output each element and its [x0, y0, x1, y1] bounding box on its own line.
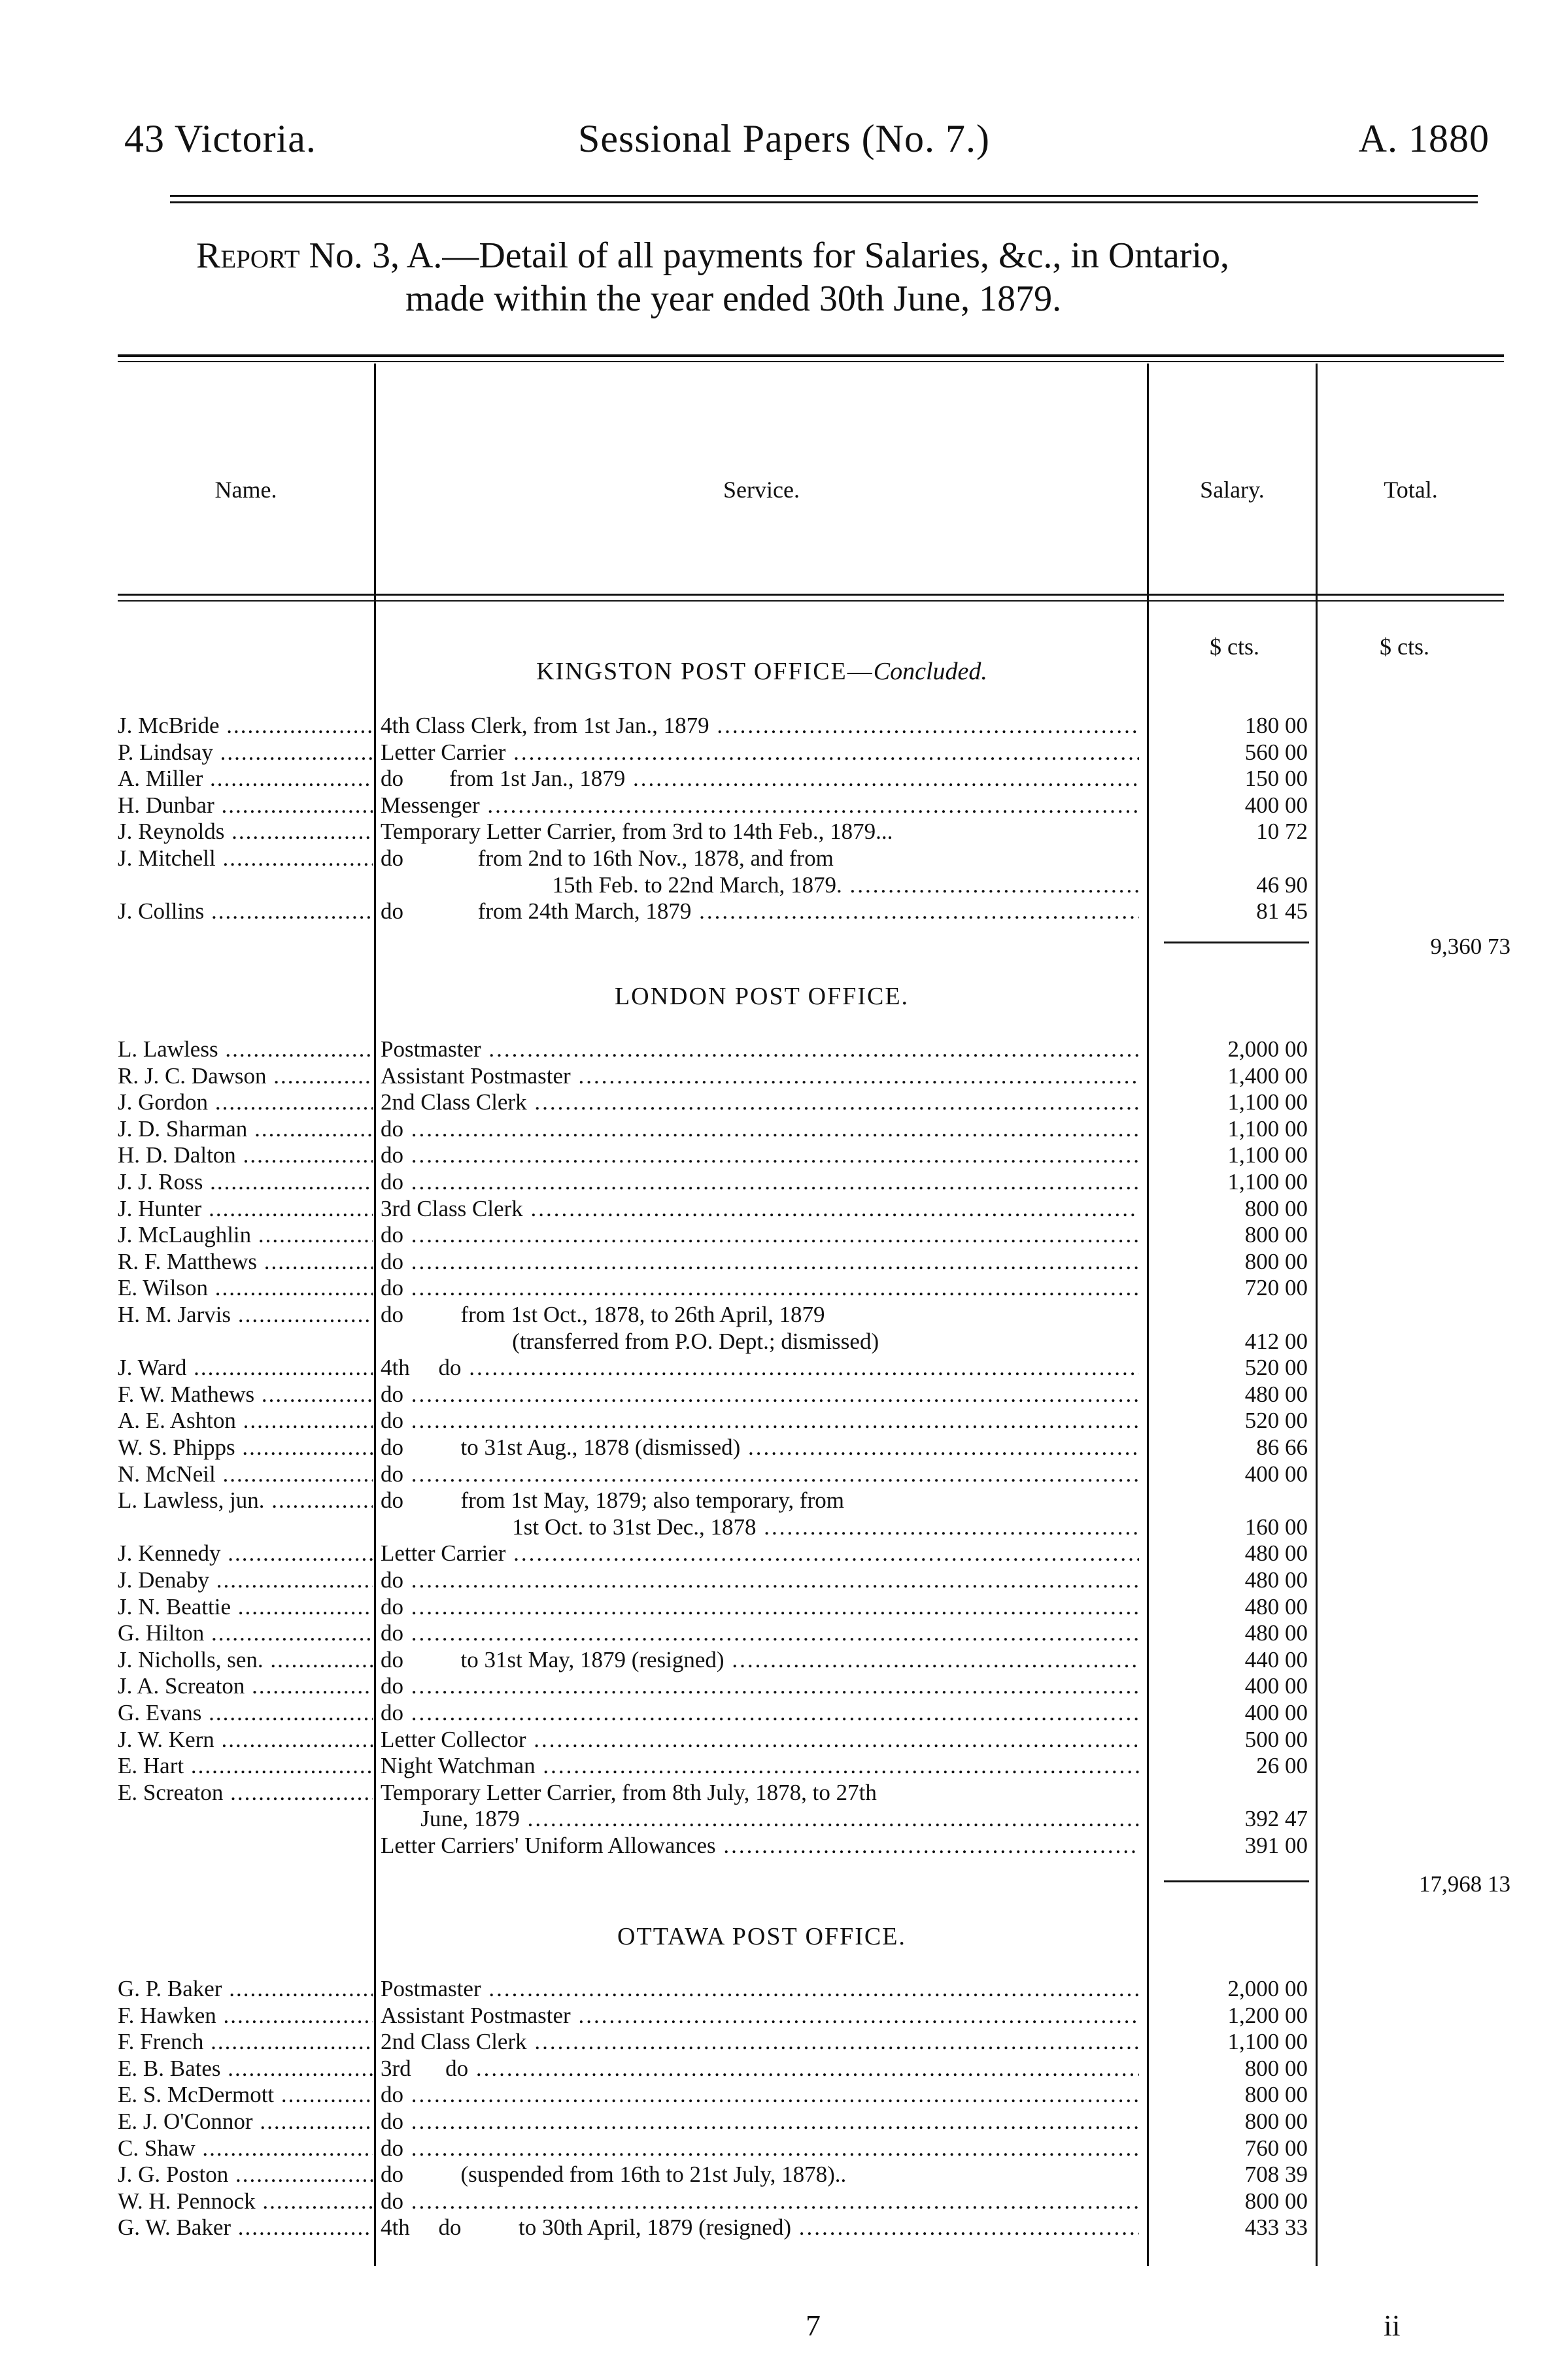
kingston-subtotal-rule [1164, 942, 1309, 943]
payee-name: G. Hilton ..... [118, 1620, 373, 1646]
payee-name: R. J. C. Dawson ..... [118, 1063, 373, 1089]
payee-name: J. J. Ross ..... [118, 1169, 373, 1195]
header-series: Sessional Papers (No. 7.) [578, 117, 990, 160]
payee-name: G. Evans ..... [118, 1700, 373, 1726]
payee-name: F. French ..... [118, 2029, 373, 2055]
section-title-kingston-text: KINGSTON POST OFFICE— [536, 658, 874, 685]
payee-name: P. Lindsay ..... [118, 739, 373, 766]
column-header-total: Total. [1384, 477, 1438, 503]
header-volume: 43 Victoria. [124, 117, 316, 160]
payee-name: J. Gordon ..... [118, 1089, 373, 1115]
section-title-kingston [375, 657, 1148, 686]
service-description: do ..... [381, 1594, 1139, 1620]
salary-amount: 10 72 [1256, 819, 1308, 845]
salary-amount: 180 00 [1244, 713, 1308, 738]
page-number: 7 [806, 2309, 821, 2342]
payee-name: J. Nicholls, sen. ..... [118, 1647, 373, 1673]
payee-name: C. Shaw ..... [118, 2135, 373, 2162]
salary-amount: 400 00 [1244, 792, 1308, 818]
service-description: 15th Feb. to 22nd March, 1879. ..... [381, 872, 1139, 898]
salary-amount: 560 00 [1244, 739, 1308, 765]
salary-amount: 800 00 [1244, 1195, 1308, 1221]
header-rule-2 [170, 201, 1478, 203]
service-description: June, 1879 ..... [381, 1806, 1139, 1832]
service-description: do ..... [381, 2109, 1139, 2135]
service-description: Letter Carrier ..... [381, 739, 1139, 766]
payee-name: E. J. O'Connor ..... [118, 2109, 373, 2135]
salary-amount: 1,100 00 [1227, 1115, 1308, 1142]
payee-name: W. S. Phipps ..... [118, 1434, 373, 1461]
service-description: do from 1st Jan., 1879 ..... [381, 766, 1139, 792]
service-description: do from 1st May, 1879; also temporary, from [381, 1487, 844, 1514]
payee-name: J. Denaby ..... [118, 1567, 373, 1593]
total-unit-label: $ cts. [1380, 634, 1429, 660]
salary-amount: 760 00 [1244, 2135, 1308, 2161]
salary-amount: 800 00 [1244, 1222, 1308, 1248]
salary-amount: 520 00 [1244, 1408, 1308, 1434]
service-description: do ..... [381, 2135, 1139, 2162]
payee-name: H. M. Jarvis ..... [118, 1302, 373, 1328]
payee-name: J. Hunter ..... [118, 1196, 373, 1222]
service-description: Postmaster ..... [381, 1976, 1139, 2002]
title-line-1: No. 3, A.—Detail of all payments for Salaries, &c., in Ontario, [309, 235, 1229, 276]
salary-amount: 1,200 00 [1227, 2002, 1308, 2028]
salary-amount: 708 39 [1244, 2162, 1308, 2188]
london-total-value: 17,968 13 [1419, 1871, 1510, 1897]
salary-amount: 800 00 [1244, 2082, 1308, 2108]
service-description: do ..... [381, 1116, 1139, 1142]
service-description: do ..... [381, 2188, 1139, 2215]
salary-amount: 480 00 [1244, 1567, 1308, 1593]
salary-amount: 392 47 [1244, 1806, 1308, 1832]
salary-amount: 800 00 [1244, 2055, 1308, 2081]
report-label: Report [196, 235, 300, 276]
service-description: Postmaster ..... [381, 1036, 1139, 1062]
column-header-rule-2 [118, 600, 1504, 602]
service-description: do ..... [381, 1620, 1139, 1646]
title-rule-1 [118, 354, 1504, 357]
salary-amount: 480 00 [1244, 1593, 1308, 1620]
service-description: do ..... [381, 1222, 1139, 1248]
payee-name: J. Kennedy ..... [118, 1540, 373, 1567]
salary-amount: 1,400 00 [1227, 1062, 1308, 1089]
payee-name: E. B. Bates ..... [118, 2056, 373, 2082]
service-description: do ..... [381, 1249, 1139, 1275]
london-subtotal-rule [1164, 1880, 1309, 1882]
column-header-name: Name. [214, 477, 277, 503]
payee-name: J. Ward ..... [118, 1355, 373, 1381]
header-year: A. 1880 [1358, 117, 1490, 160]
payee-name: J. G. Poston ..... [118, 2162, 373, 2188]
salary-amount: 433 33 [1244, 2215, 1308, 2241]
payee-name: N. McNeil ..... [118, 1461, 373, 1487]
salary-unit-label: $ cts. [1210, 634, 1259, 660]
salary-amount: 800 00 [1244, 1248, 1308, 1274]
payee-name: F. W. Mathews ..... [118, 1382, 373, 1408]
service-description: (transferred from P.O. Dept.; dismissed) [381, 1328, 879, 1354]
salary-amount: 400 00 [1244, 1673, 1308, 1699]
service-description: Assistant Postmaster ..... [381, 2003, 1139, 2029]
salary-amount: 480 00 [1244, 1620, 1308, 1646]
section-title-ottawa: OTTAWA POST OFFICE. [617, 1923, 906, 1950]
service-description: 1st Oct. to 31st Dec., 1878 ..... [381, 1514, 1139, 1540]
section-title-kingston-suffix: Concluded. [873, 658, 987, 685]
salary-amount: 1,100 00 [1227, 1142, 1308, 1168]
salary-amount: 440 00 [1244, 1646, 1308, 1672]
payee-name: R. F. Matthews ..... [118, 1249, 373, 1275]
service-description: 4th Class Clerk, from 1st Jan., 1879 ..... [381, 713, 1139, 739]
salary-amount: 500 00 [1244, 1726, 1308, 1752]
service-description: 4th do to 30th April, 1879 (resigned) ..... [381, 2215, 1139, 2241]
payee-name: J. Reynolds ..... [118, 819, 373, 845]
payee-name: G. P. Baker ..... [118, 1976, 373, 2002]
service-description: 3rd do ..... [381, 2056, 1139, 2082]
column-divider-name [374, 364, 376, 2266]
payee-name: J. N. Beattie ..... [118, 1594, 373, 1620]
salary-amount: 412 00 [1244, 1328, 1308, 1354]
payee-name: L. Lawless ..... [118, 1036, 373, 1062]
title-line-2: made within the year ended 30th June, 1879. [405, 279, 1062, 319]
service-description: do from 24th March, 1879 ..... [381, 898, 1139, 925]
salary-amount: 800 00 [1244, 2109, 1308, 2134]
salary-amount: 1,100 00 [1227, 1169, 1308, 1195]
service-description: do (suspended from 16th to 21st July, 1878).. [381, 2162, 847, 2188]
payee-name: J. W. Kern ..... [118, 1727, 373, 1753]
service-description: do ..... [381, 1567, 1139, 1593]
payee-name: H. Dunbar ..... [118, 792, 373, 819]
salary-amount: 86 66 [1256, 1434, 1308, 1460]
payee-name: E. S. McDermott ..... [118, 2082, 373, 2108]
column-divider-service [1147, 364, 1149, 2266]
salary-amount: 480 00 [1244, 1540, 1308, 1567]
service-description: 4th do ..... [381, 1355, 1139, 1381]
payee-name: L. Lawless, jun. ..... [118, 1487, 373, 1514]
service-description: Letter Collector ..... [381, 1727, 1139, 1753]
salary-amount: 160 00 [1244, 1514, 1308, 1540]
payee-name: E. Wilson ..... [118, 1275, 373, 1301]
service-description: do ..... [381, 1408, 1139, 1434]
service-description: 3rd Class Clerk ..... [381, 1196, 1139, 1222]
service-description: Temporary Letter Carrier, from 8th July, 1878, to 27th [381, 1779, 877, 1805]
payee-name: J. McBride ..... [118, 713, 373, 739]
column-header-salary: Salary. [1200, 477, 1265, 503]
service-description: do ..... [381, 1461, 1139, 1487]
service-description: Messenger ..... [381, 792, 1139, 819]
title-rule-2 [118, 361, 1504, 362]
column-header-rule-1 [118, 594, 1504, 596]
section-title-london: LONDON POST OFFICE. [614, 983, 910, 1010]
report-title [196, 234, 1491, 320]
service-description: do ..... [381, 1382, 1139, 1408]
salary-amount: 520 00 [1244, 1355, 1308, 1381]
salary-amount: 81 45 [1256, 898, 1308, 925]
salary-amount: 2,000 00 [1227, 1976, 1308, 2001]
kingston-total-value: 9,360 73 [1430, 934, 1510, 959]
service-description: Temporary Letter Carrier, from 3rd to 14th Feb., 1879... [381, 819, 893, 845]
service-description: 2nd Class Clerk ..... [381, 1089, 1139, 1115]
salary-amount: 720 00 [1244, 1275, 1308, 1301]
service-description: do ..... [381, 2082, 1139, 2108]
payee-name: E. Screaton ..... [118, 1780, 373, 1806]
salary-amount: 1,100 00 [1227, 1089, 1308, 1115]
service-description: Night Watchman ..... [381, 1753, 1139, 1779]
salary-amount: 480 00 [1244, 1381, 1308, 1407]
salary-amount: 391 00 [1244, 1833, 1308, 1858]
signature-mark: ii [1384, 2309, 1401, 2342]
payee-name: E. Hart ..... [118, 1753, 373, 1779]
payee-name: J. A. Screaton ..... [118, 1673, 373, 1699]
salary-amount: 46 90 [1256, 872, 1308, 898]
service-description: do ..... [381, 1169, 1139, 1195]
payee-name: F. Hawken ..... [118, 2003, 373, 2029]
salary-amount: 1,100 00 [1227, 2029, 1308, 2055]
payee-name: J. McLaughlin ..... [118, 1222, 373, 1248]
header-rule-1 [170, 195, 1478, 197]
payee-name: G. W. Baker ..... [118, 2215, 373, 2241]
service-description: do from 2nd to 16th Nov., 1878, and from [381, 845, 834, 871]
service-description: do to 31st Aug., 1878 (dismissed) ..... [381, 1434, 1139, 1461]
service-description: do ..... [381, 1275, 1139, 1301]
service-description: do ..... [381, 1142, 1139, 1168]
payee-name: A. E. Ashton ..... [118, 1408, 373, 1434]
salary-amount: 800 00 [1244, 2188, 1308, 2214]
service-description: do ..... [381, 1673, 1139, 1699]
payee-name: J. Collins ..... [118, 898, 373, 925]
payee-name: J. Mitchell ..... [118, 845, 373, 872]
payee-name: W. H. Pennock ..... [118, 2188, 373, 2215]
service-description: Letter Carriers' Uniform Allowances ..... [381, 1833, 1139, 1859]
service-description: Assistant Postmaster ..... [381, 1063, 1139, 1089]
payee-name: H. D. Dalton ..... [118, 1142, 373, 1168]
salary-amount: 26 00 [1256, 1753, 1308, 1779]
salary-amount: 150 00 [1244, 766, 1308, 792]
service-description: do ..... [381, 1700, 1139, 1726]
column-divider-salary [1316, 364, 1318, 2266]
salary-amount: 400 00 [1244, 1700, 1308, 1725]
service-description: 2nd Class Clerk ..... [381, 2029, 1139, 2055]
salary-amount: 2,000 00 [1227, 1036, 1308, 1062]
service-description: Letter Carrier ..... [381, 1540, 1139, 1567]
service-description: do to 31st May, 1879 (resigned) ..... [381, 1647, 1139, 1673]
column-header-service: Service. [723, 477, 800, 503]
salary-amount: 400 00 [1244, 1461, 1308, 1487]
payee-name: A. Miller ..... [118, 766, 373, 792]
service-description: do from 1st Oct., 1878, to 26th April, 1879 [381, 1302, 825, 1327]
payee-name: J. D. Sharman ..... [118, 1116, 373, 1142]
